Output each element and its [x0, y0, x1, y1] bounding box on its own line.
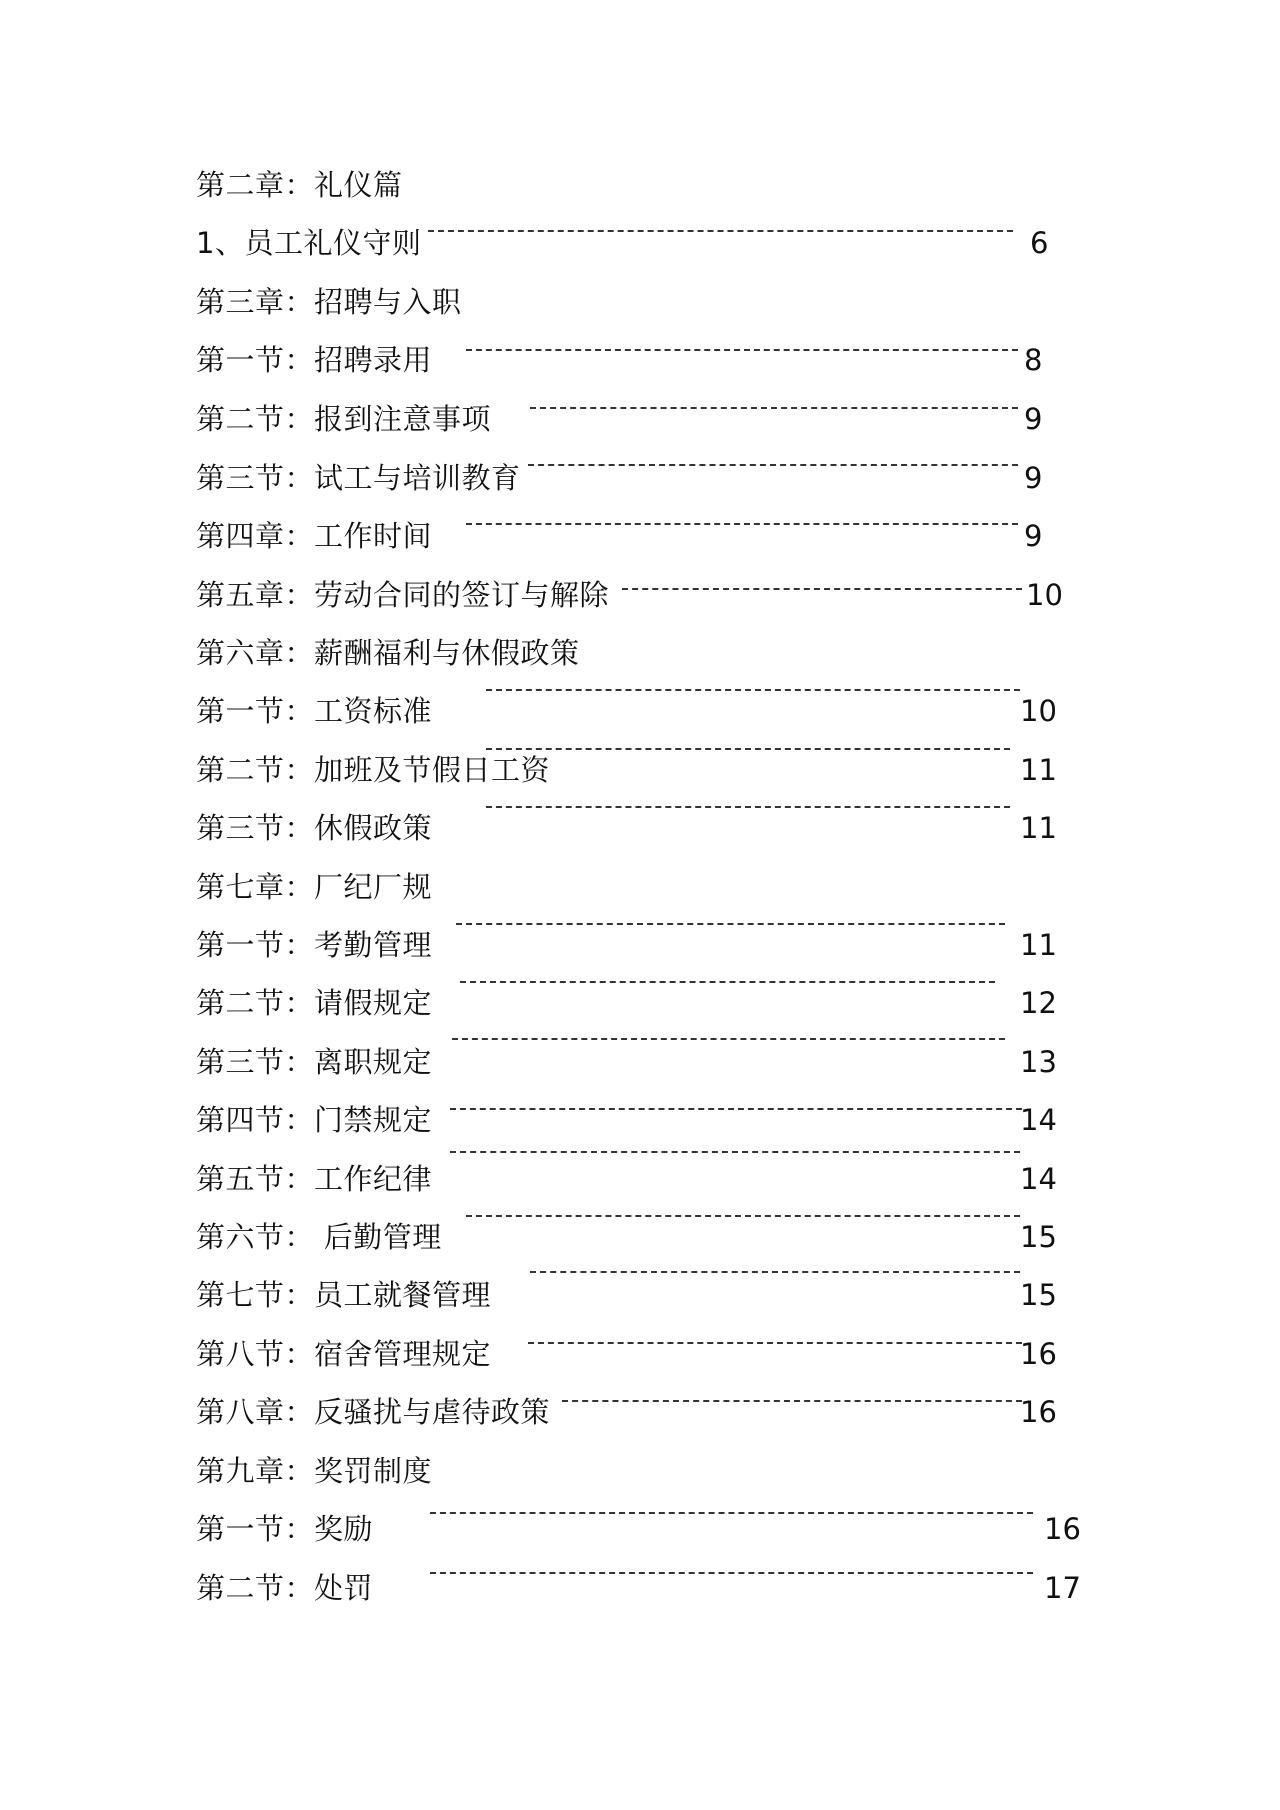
toc-entry-label: 第三节：试工与培训教育 [196, 461, 521, 495]
toc-entry-label: 第八章：反骚扰与虐待政策 [196, 1395, 551, 1429]
toc-entry-page-number: 16 [1020, 1395, 1057, 1429]
dotted-leader [452, 1038, 1005, 1040]
dotted-leader [466, 1215, 1020, 1217]
toc-entry-label: 第一节：招聘录用 [196, 343, 433, 377]
toc-entry-page-number: 14 [1020, 1103, 1057, 1137]
toc-entry-label: 第七章：厂纪厂规 [196, 870, 433, 904]
toc-entry-page-number: 15 [1020, 1220, 1057, 1254]
toc-entry-page-number: 10 [1026, 578, 1063, 612]
toc-entry [0, 163, 1280, 207]
toc-entry [0, 221, 1280, 265]
toc-entry-page-number: 6 [1030, 226, 1049, 260]
toc-entry-label: 第九章：奖罚制度 [196, 1454, 433, 1488]
toc-entry [0, 280, 1280, 324]
dotted-leader [450, 1108, 1022, 1110]
toc-entry-page-number: 9 [1024, 519, 1043, 553]
dotted-leader [428, 230, 1013, 232]
toc-entry [0, 923, 1280, 967]
toc-entry [0, 456, 1280, 500]
dotted-leader [430, 1572, 1033, 1574]
toc-entry [0, 1215, 1280, 1259]
toc-entry-label: 第三章：招聘与入职 [196, 285, 462, 319]
toc-entry [0, 1449, 1280, 1493]
toc-entry [0, 1040, 1280, 1084]
toc-entry [0, 1157, 1280, 1201]
toc-entry-page-number: 15 [1020, 1278, 1057, 1312]
toc-entry [0, 1390, 1280, 1434]
toc-entry-label: 第七节：员工就餐管理 [196, 1278, 492, 1312]
toc-entry-page-number: 10 [1020, 694, 1057, 728]
dotted-leader [530, 407, 1018, 409]
toc-entry [0, 806, 1280, 850]
toc-entry-label: 第一节：工资标准 [196, 694, 433, 728]
toc-entry-label: 第二节：报到注意事项 [196, 402, 492, 436]
toc-entry [0, 1507, 1280, 1551]
toc-entry-label: 第一节：奖励 [196, 1512, 374, 1546]
toc-entry [0, 631, 1280, 675]
toc-entry-page-number: 17 [1044, 1571, 1081, 1605]
dotted-leader [622, 588, 1022, 590]
toc-entry-label: 第二节：加班及节假日工资 [196, 753, 551, 787]
toc-entry-page-number: 16 [1044, 1512, 1081, 1546]
dotted-leader [450, 1151, 1020, 1153]
toc-entry-page-number: 11 [1020, 753, 1057, 787]
toc-entry [0, 981, 1280, 1025]
dotted-leader [528, 1342, 1022, 1344]
toc-entry [0, 1273, 1280, 1317]
toc-entry-page-number: 8 [1024, 343, 1043, 377]
toc-entry-label: 第五章：劳动合同的签订与解除 [196, 578, 610, 612]
toc-entry [0, 748, 1280, 792]
toc-entry [0, 397, 1280, 441]
toc-entry-label: 第二章：礼仪篇 [196, 168, 403, 202]
toc-entry-label: 第六节： 后勤管理 [196, 1220, 442, 1254]
dotted-leader [466, 349, 1018, 351]
dotted-leader [530, 1271, 1020, 1273]
toc-entry-page-number: 9 [1024, 461, 1043, 495]
toc-entry-label: 第二节：请假规定 [196, 986, 433, 1020]
toc-entry-page-number: 9 [1024, 402, 1043, 436]
dotted-leader [456, 923, 1005, 925]
toc-entry-label: 第三节：休假政策 [196, 811, 433, 845]
toc-entry [0, 689, 1280, 733]
toc-entry-label: 第五节：工作纪律 [196, 1162, 433, 1196]
toc-entry-label: 第三节：离职规定 [196, 1045, 433, 1079]
toc-entry-label: 第二节：处罚 [196, 1571, 374, 1605]
toc-entry-label: 第八节：宿舍管理规定 [196, 1337, 492, 1371]
toc-entry-label: 第一节：考勤管理 [196, 928, 433, 962]
toc-entry [0, 338, 1280, 382]
toc-entry-page-number: 14 [1020, 1162, 1057, 1196]
dotted-leader [562, 1400, 1022, 1402]
toc-entry-page-number: 16 [1020, 1337, 1057, 1371]
dotted-leader [486, 748, 1010, 750]
dotted-leader [486, 806, 1010, 808]
dotted-leader [460, 981, 995, 983]
toc-entry [0, 1566, 1280, 1610]
toc-entry-label: 第四节：门禁规定 [196, 1103, 433, 1137]
dotted-leader [430, 1512, 1033, 1514]
toc-entry-label: 第六章：薪酬福利与休假政策 [196, 636, 580, 670]
toc-entry [0, 514, 1280, 558]
dotted-leader [486, 689, 1020, 691]
toc-entry [0, 1332, 1280, 1376]
dotted-leader [528, 464, 1018, 466]
dotted-leader [466, 523, 1018, 525]
toc-entry-page-number: 13 [1020, 1045, 1057, 1079]
toc-entry [0, 1098, 1280, 1142]
toc-entry-label: 1、员工礼仪守则 [196, 226, 422, 260]
toc-entry [0, 573, 1280, 617]
toc-entry [0, 865, 1280, 909]
toc-entry-page-number: 11 [1020, 811, 1057, 845]
toc-entry-label: 第四章：工作时间 [196, 519, 433, 553]
toc-entry-page-number: 12 [1020, 986, 1057, 1020]
toc-entry-page-number: 11 [1020, 928, 1057, 962]
